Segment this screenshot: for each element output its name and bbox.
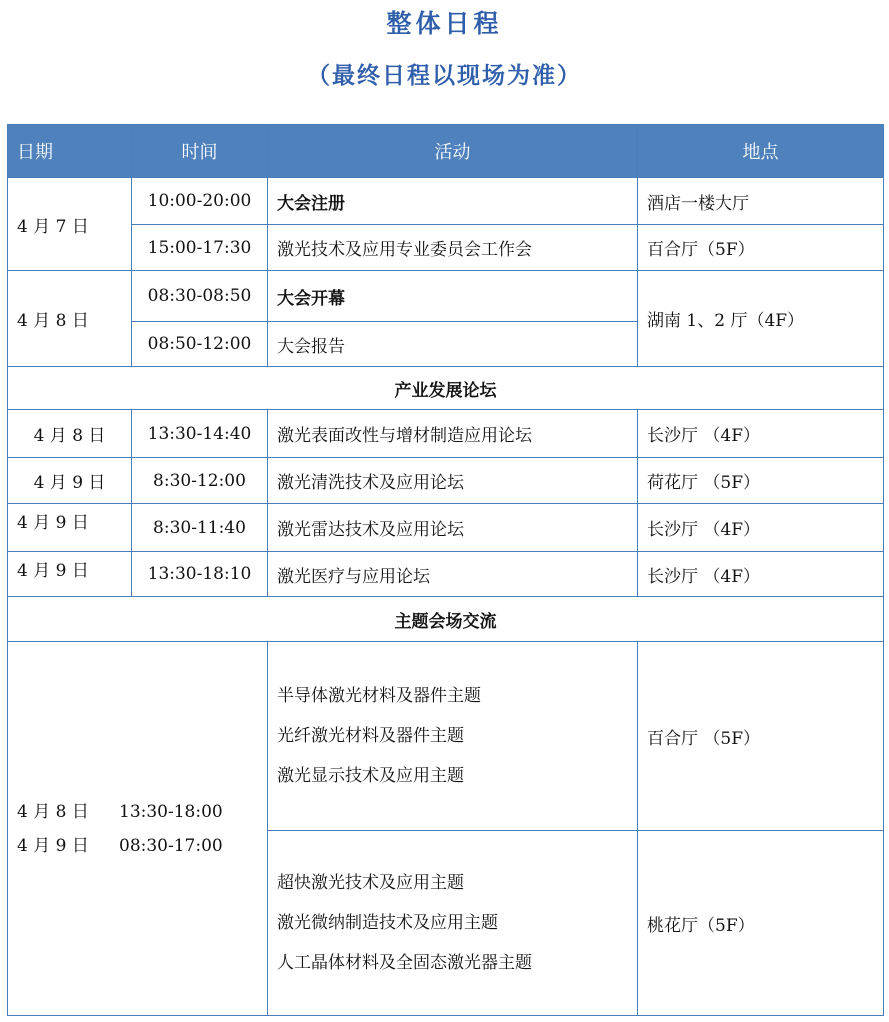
date-cell: 4 月 9 日 <box>8 552 132 597</box>
time-cell: 15:00-17:30 <box>132 225 268 271</box>
section-title-theme: 主题会场交流 <box>8 597 884 642</box>
venue-cell: 长沙厅 （4F） <box>638 504 884 552</box>
activity-cell: 激光医疗与应用论坛 <box>268 552 638 597</box>
theme-time: 08:30-17:00 <box>119 835 223 856</box>
theme-schedule-line <box>17 829 258 863</box>
theme-topic: 人工晶体材料及全固态激光器主题 <box>277 953 532 973</box>
time-cell: 10:00-20:00 <box>132 178 268 225</box>
theme-date: 4 月 8 日 <box>17 801 89 822</box>
theme-topics-cell <box>268 831 638 1016</box>
theme-date: 4 月 9 日 <box>17 835 89 856</box>
theme-time: 13:30-18:00 <box>119 801 223 822</box>
table-row <box>8 552 884 597</box>
activity-cell: 激光清洗技术及应用论坛 <box>268 458 638 504</box>
activity-cell: 激光技术及应用专业委员会工作会 <box>268 225 638 271</box>
theme-schedule-cell <box>8 642 268 1016</box>
section-title-industry: 产业发展论坛 <box>8 367 884 410</box>
page-title: 整体日程 <box>386 9 503 38</box>
header-time: 时间 <box>132 125 268 178</box>
theme-topics-cell <box>268 642 638 831</box>
date-cell: 4 月 8 日 <box>8 271 132 367</box>
table-row <box>8 271 884 322</box>
table-row <box>8 458 884 504</box>
theme-topic: 半导体激光材料及器件主题 <box>277 686 481 706</box>
date-cell: 4 月 9 日 <box>8 504 132 552</box>
header-venue: 地点 <box>638 125 884 178</box>
venue-cell: 百合厅（5F） <box>638 225 884 271</box>
time-cell: 08:30-08:50 <box>132 271 268 322</box>
date-cell: 4 月 8 日 <box>8 410 132 458</box>
venue-cell: 长沙厅 （4F） <box>638 410 884 458</box>
page-subtitle: （最终日程以现场为准） <box>307 63 582 89</box>
theme-schedule-line <box>17 795 258 829</box>
time-cell: 13:30-18:10 <box>132 552 268 597</box>
activity-cell: 大会报告 <box>268 322 638 367</box>
theme-topic: 超快激光技术及应用主题 <box>277 873 464 893</box>
time-cell: 8:30-12:00 <box>132 458 268 504</box>
date-cell: 4 月 7 日 <box>8 178 132 271</box>
schedule-table <box>7 124 884 1016</box>
time-cell: 8:30-11:40 <box>132 504 268 552</box>
theme-topic: 激光显示技术及应用主题 <box>277 766 464 786</box>
activity-cell: 大会注册 <box>268 178 638 225</box>
header-activity: 活动 <box>268 125 638 178</box>
activity-cell: 激光雷达技术及应用论坛 <box>268 504 638 552</box>
venue-cell: 荷花厅 （5F） <box>638 458 884 504</box>
venue-cell: 桃花厅（5F） <box>638 831 884 1016</box>
date-cell: 4 月 9 日 <box>8 458 132 504</box>
section-row <box>8 597 884 642</box>
table-row <box>8 504 884 552</box>
theme-topic: 激光微纳制造技术及应用主题 <box>277 913 498 933</box>
venue-cell: 百合厅 （5F） <box>638 642 884 831</box>
activity-cell: 大会开幕 <box>268 271 638 322</box>
table-row <box>8 410 884 458</box>
venue-cell: 湖南 1、2 厅（4F） <box>638 271 884 367</box>
theme-topic: 光纤激光材料及器件主题 <box>277 726 464 746</box>
table-row <box>8 225 884 271</box>
activity-cell: 激光表面改性与增材制造应用论坛 <box>268 410 638 458</box>
venue-cell: 长沙厅 （4F） <box>638 552 884 597</box>
header-date: 日期 <box>8 125 132 178</box>
table-row <box>8 642 884 831</box>
section-row <box>8 367 884 410</box>
time-cell: 13:30-14:40 <box>132 410 268 458</box>
table-row <box>8 178 884 225</box>
time-cell: 08:50-12:00 <box>132 322 268 367</box>
header-row <box>8 125 884 178</box>
venue-cell: 酒店一楼大厅 <box>638 178 884 225</box>
